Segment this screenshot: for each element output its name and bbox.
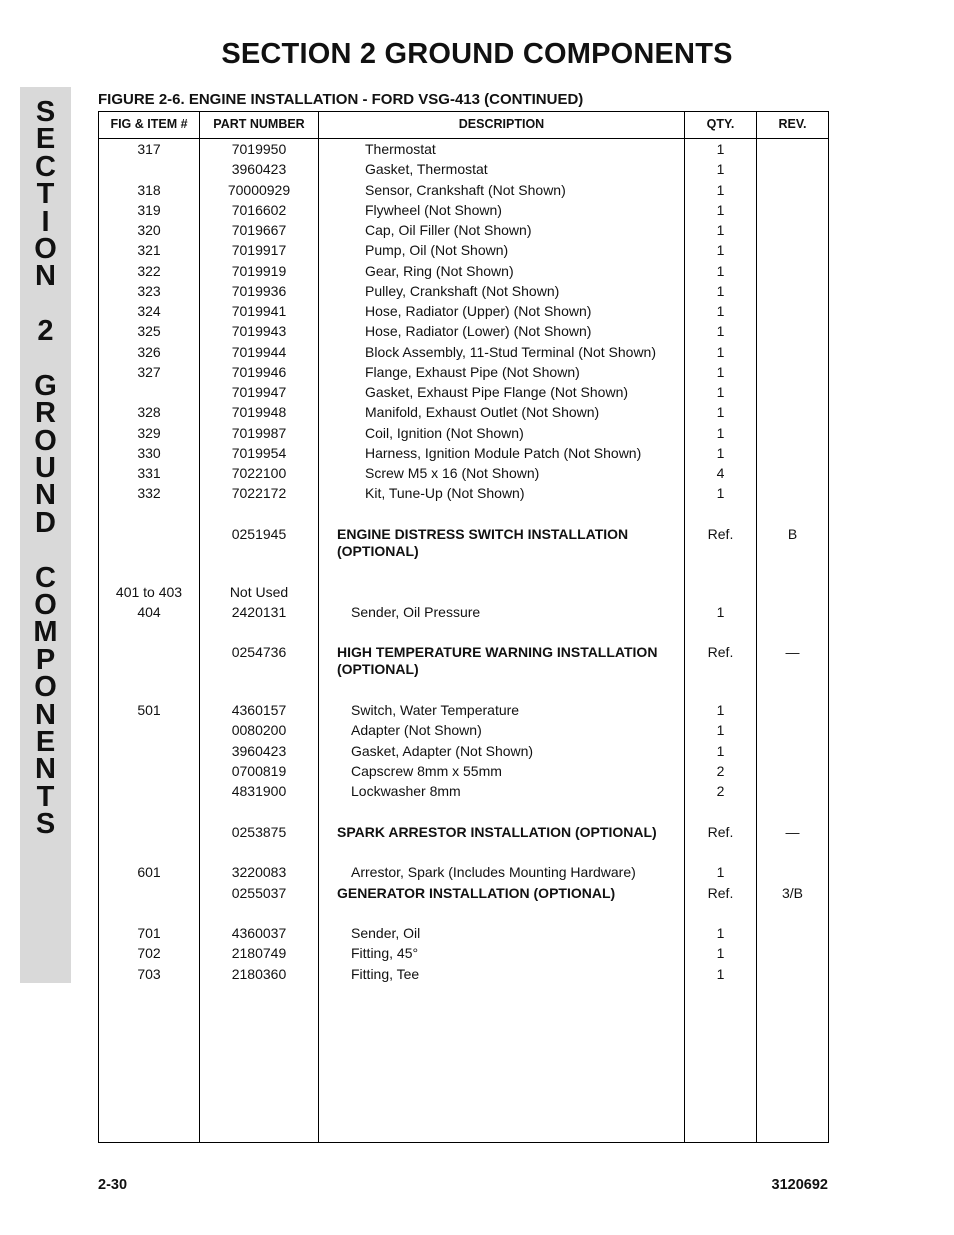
row-part-number: 0251945 (231, 526, 287, 542)
row-qty: 1 (716, 445, 725, 461)
row-description: Gasket, Exhaust Pipe Flange (Not Shown) (365, 384, 629, 400)
row-part-number: 3960423 (231, 161, 287, 177)
row-qty: 1 (716, 722, 725, 738)
row-part-number: 2420131 (231, 604, 287, 620)
row-part-number: 7019950 (231, 141, 287, 157)
row-item: 601 (137, 864, 161, 880)
row-part-number: 7019954 (231, 445, 287, 461)
side-tab-letter: N (35, 260, 56, 293)
row-description: ENGINE DISTRESS SWITCH INSTALLATION (OPTIONAL) (337, 526, 629, 559)
row-part-number: Not Used (229, 584, 289, 600)
row-description: Hose, Radiator (Lower) (Not Shown) (365, 323, 592, 339)
row-description: Gasket, Thermostat (365, 161, 488, 177)
row-part-number: 0253875 (231, 824, 287, 840)
row-item: 701 (137, 925, 161, 941)
row-qty: 1 (716, 202, 725, 218)
row-description: Hose, Radiator (Upper) (Not Shown) (365, 303, 592, 319)
row-qty: 1 (716, 485, 725, 501)
side-tab-letter: C (35, 150, 56, 183)
row-description: GENERATOR INSTALLATION (OPTIONAL) (337, 885, 616, 901)
row-part-number: 7019947 (231, 384, 287, 400)
document-number: 3120692 (771, 1177, 828, 1193)
side-tab-letter: O (34, 232, 57, 265)
row-qty: 1 (716, 323, 725, 339)
row-item: 331 (137, 465, 161, 481)
row-qty: 1 (716, 925, 725, 941)
row-description: HIGH TEMPERATURE WARNING INSTALLATION (OPTIONAL) (337, 644, 658, 677)
row-qty: 1 (716, 283, 725, 299)
row-qty: 1 (716, 222, 725, 238)
page-number: 2-30 (98, 1177, 128, 1193)
row-description: Harness, Ignition Module Patch (Not Shown) (365, 445, 642, 461)
side-tab-letter: T (36, 178, 55, 211)
side-tab-letter: S (35, 808, 56, 841)
row-part-number: 2180360 (231, 966, 287, 982)
row-description: Arrestor, Spark (Includes Mounting Hardware) (351, 864, 636, 880)
row-description: Screw M5 x 16 (Not Shown) (365, 465, 540, 481)
side-tab-letter: T (36, 780, 55, 813)
row-qty: 1 (716, 966, 725, 982)
side-tab-letter: R (35, 397, 56, 430)
row-part-number: 0254736 (231, 644, 287, 660)
row-description: Capscrew 8mm x 55mm (351, 763, 502, 779)
side-tab-letter: N (35, 698, 56, 731)
header-item: FIG & ITEM # (110, 117, 188, 131)
side-tab-letter: S (35, 96, 56, 128)
row-description: Gasket, Adapter (Not Shown) (351, 743, 534, 759)
row-part-number: 7019936 (231, 283, 287, 299)
row-description: Pulley, Crankshaft (Not Shown) (365, 283, 560, 299)
row-part-number: 4360157 (231, 702, 287, 718)
row-qty: 1 (716, 182, 725, 198)
row-description: SPARK ARRESTOR INSTALLATION (OPTIONAL) (337, 824, 657, 840)
row-item: 332 (137, 485, 161, 501)
row-part-number: 4831900 (231, 783, 287, 799)
side-tab-letters (20, 96, 71, 841)
row-part-number: 7019917 (231, 242, 287, 258)
row-description: Manifold, Exhaust Outlet (Not Shown) (365, 404, 600, 420)
side-tab-letter (20, 346, 71, 373)
row-qty: 1 (716, 263, 725, 279)
side-tab-letter: O (34, 589, 57, 622)
row-part-number: 0255037 (231, 885, 287, 901)
row-description: Sender, Oil Pressure (351, 604, 481, 620)
row-qty: 2 (716, 783, 725, 799)
row-description: Sender, Oil (351, 925, 421, 941)
row-item: 327 (137, 364, 161, 380)
row-description: Sensor, Crankshaft (Not Shown) (365, 182, 566, 198)
row-description: Cap, Oil Filler (Not Shown) (365, 222, 532, 238)
row-part-number: 0080200 (231, 722, 287, 738)
row-item: 703 (137, 966, 161, 982)
row-part-number: 7019948 (231, 404, 287, 420)
row-rev: — (785, 824, 800, 840)
row-description: Flywheel (Not Shown) (365, 202, 502, 218)
parts-table (98, 111, 829, 1143)
side-tab-letter: I (41, 205, 50, 238)
row-description: Coil, Ignition (Not Shown) (365, 425, 524, 441)
side-tab-letter (20, 537, 71, 564)
row-part-number: 7019667 (231, 222, 287, 238)
row-rev: 3/B (781, 885, 803, 901)
row-qty: 2 (716, 763, 725, 779)
row-item: 320 (137, 222, 161, 238)
row-part-number: 7019943 (231, 323, 287, 339)
row-item: 325 (137, 323, 161, 339)
row-part-number: 7019944 (231, 344, 287, 360)
row-description: Lockwasher 8mm (351, 783, 461, 799)
side-tab-letter: E (35, 123, 56, 156)
row-description: Flange, Exhaust Pipe (Not Shown) (365, 364, 580, 380)
row-part-number: 4360037 (231, 925, 287, 941)
header-part-number: PART NUMBER (213, 117, 305, 131)
row-item: 317 (137, 141, 161, 157)
row-qty: 4 (716, 465, 725, 481)
row-description: Block Assembly, 11-Stud Terminal (Not Shown) (365, 344, 657, 360)
row-part-number: 0700819 (231, 763, 287, 779)
row-item: 328 (137, 404, 161, 420)
row-qty: 1 (716, 864, 725, 880)
row-part-number: 3220083 (231, 864, 287, 880)
section-title: SECTION 2 GROUND COMPONENTS (221, 38, 733, 70)
row-item: 401 to 403 (115, 584, 183, 600)
row-qty: 1 (716, 364, 725, 380)
row-description: Thermostat (365, 141, 436, 157)
row-item: 501 (137, 702, 161, 718)
side-tab-letter (20, 291, 71, 318)
row-qty: 1 (716, 743, 725, 759)
side-tab-letter: 2 (37, 315, 54, 348)
row-item: 319 (137, 202, 161, 218)
row-qty: 1 (716, 604, 725, 620)
row-qty: 1 (716, 303, 725, 319)
side-tab-letter: N (35, 753, 56, 786)
row-item: 323 (137, 283, 161, 299)
side-tab-letter: O (34, 424, 57, 457)
row-rev: — (785, 644, 800, 660)
side-tab-letter: D (35, 506, 56, 539)
row-part-number: 7022172 (231, 485, 287, 501)
row-item: 321 (137, 242, 161, 258)
row-item: 318 (137, 182, 161, 198)
row-qty: 1 (716, 242, 725, 258)
side-tab-letter: N (35, 479, 56, 512)
row-description: Fitting, Tee (351, 966, 420, 982)
side-tab-letter: C (35, 561, 56, 594)
side-tab-letter: E (35, 725, 56, 758)
row-part-number: 7019941 (231, 303, 287, 319)
row-description: Fitting, 45° (351, 945, 419, 961)
section-side-tab (20, 87, 71, 983)
row-description: Switch, Water Temperature (351, 702, 520, 718)
figure-title: FIGURE 2-6. ENGINE INSTALLATION - FORD VSG-413 (CONTINUED) (98, 91, 584, 108)
column-divider (318, 112, 319, 1142)
row-qty: 1 (716, 945, 725, 961)
row-qty: Ref. (707, 824, 734, 840)
row-part-number: 7019987 (231, 425, 287, 441)
row-description: Gear, Ring (Not Shown) (365, 263, 514, 279)
row-item: 322 (137, 263, 161, 279)
row-qty: 1 (716, 404, 725, 420)
row-part-number: 7019919 (231, 263, 287, 279)
row-part-number: 2180749 (231, 945, 287, 961)
row-item: 702 (137, 945, 161, 961)
header-qty: QTY. (706, 117, 735, 131)
row-qty: Ref. (707, 526, 734, 542)
row-description: Adapter (Not Shown) (351, 722, 482, 738)
column-divider (756, 112, 757, 1142)
header-description: DESCRIPTION (458, 117, 545, 131)
row-description: Kit, Tune-Up (Not Shown) (365, 485, 525, 501)
row-qty: 1 (716, 161, 725, 177)
row-part-number: 70000929 (227, 182, 291, 198)
row-part-number: 3960423 (231, 743, 287, 759)
row-qty: Ref. (707, 885, 734, 901)
row-item: 324 (137, 303, 161, 319)
side-tab-letter: P (35, 643, 56, 676)
row-part-number: 7019946 (231, 364, 287, 380)
row-qty: Ref. (707, 644, 734, 660)
row-description: Pump, Oil (Not Shown) (365, 242, 509, 258)
header-divider (99, 138, 828, 139)
side-tab-letter: M (33, 616, 58, 649)
side-tab-letter: G (34, 369, 57, 402)
row-rev: B (787, 526, 798, 542)
row-item: 329 (137, 425, 161, 441)
row-part-number: 7016602 (231, 202, 287, 218)
row-part-number: 7022100 (231, 465, 287, 481)
row-qty: 1 (716, 384, 725, 400)
row-item: 330 (137, 445, 161, 461)
side-tab-letter: U (35, 452, 56, 485)
row-item: 326 (137, 344, 161, 360)
side-tab-letter: O (34, 671, 57, 704)
row-item: 404 (137, 604, 161, 620)
row-qty: 1 (716, 344, 725, 360)
header-rev: REV. (778, 117, 807, 131)
row-qty: 1 (716, 141, 725, 157)
row-qty: 1 (716, 425, 725, 441)
row-qty: 1 (716, 702, 725, 718)
